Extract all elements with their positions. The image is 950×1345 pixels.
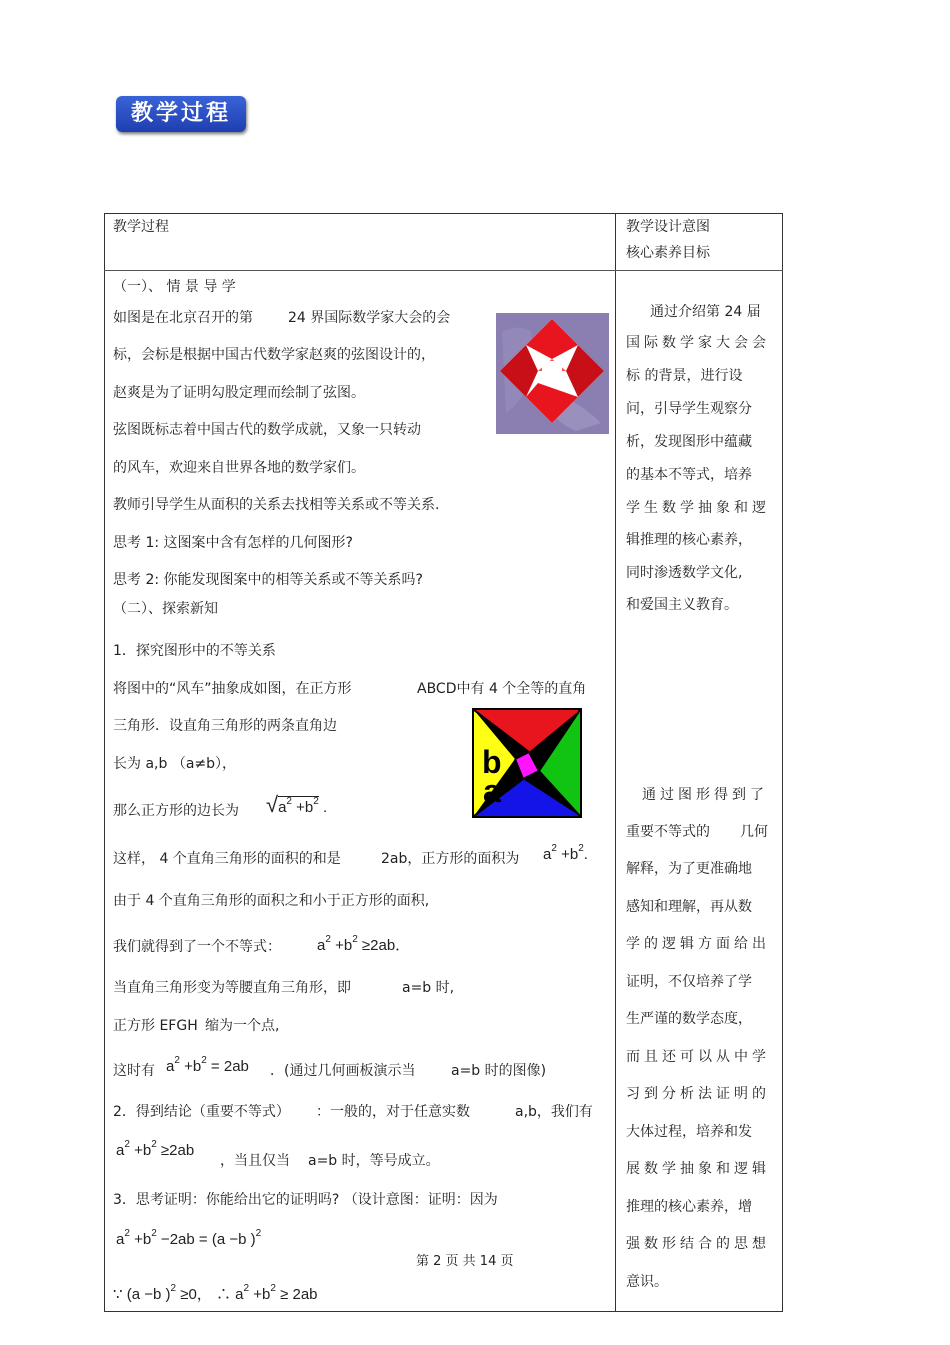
intent-line: 大体过程，培养和发	[626, 1124, 752, 1140]
para-line: 2ab，正方形的面积为	[381, 851, 520, 867]
intent-line: 生严谨的数学态度，	[626, 1011, 752, 1027]
item-1: 1．探究图形中的不等关系	[113, 643, 276, 659]
intent-line: 而且还可以从中学	[626, 1049, 770, 1065]
item-2-cont: ：一般的，对于任意实数	[316, 1104, 470, 1120]
formula-inequality: $a^2 +b^2 \ge 2ab$．	[317, 934, 411, 954]
intent-line: 标 的背景，进行设	[626, 368, 743, 384]
formula-inequality-2: $a^2 +b^2 \ge 2ab$	[116, 1139, 195, 1159]
header-row-divider	[104, 270, 783, 271]
item-2: 2．得到结论（重要不等式）	[113, 1104, 290, 1120]
para-line: ．(通过几何画板演示当	[270, 1063, 416, 1079]
intent-line: 辑推理的核心素养，	[626, 532, 752, 548]
intent-line: 推理的核心素养，增	[626, 1199, 752, 1215]
think-1: 思考 1: 这图案中含有怎样的几何图形?	[113, 535, 353, 551]
para-line: ，当且仅当	[220, 1153, 290, 1169]
para-line: 的风车，欢迎来自世界各地的数学家们。	[113, 460, 365, 476]
column-divider	[615, 213, 616, 1312]
para-line: ABCD中有 4 个全等的直角	[417, 681, 587, 697]
para-line: 教师引导学生从面积的关系去找相等关系或不等关系.	[113, 497, 440, 513]
page-footer: 第 2 页 共 14 页	[416, 1254, 514, 1269]
intent-line: 展数学抽象和逻辑	[626, 1161, 770, 1177]
intent-line: 证明，不仅培养了学	[626, 974, 752, 990]
intent-line: 学的逻辑方面给出	[626, 936, 770, 952]
label-a: a	[483, 773, 501, 809]
think-2: 思考 2: 你能发现图案中的相等关系或不等关系吗?	[113, 572, 423, 588]
intent-line: 国际数学家大会会	[626, 335, 770, 351]
col2-header-1: 教学设计意图	[626, 219, 710, 235]
para-line: a=b 时的图像)	[451, 1063, 547, 1079]
para-line: 当直角三角形变为等腰直角三角形，即	[113, 980, 351, 996]
intent-line: 通过介绍第 24 届	[650, 304, 761, 320]
intent-line: 通过图形得到了	[642, 787, 768, 803]
para-line: a=b 时,	[402, 980, 455, 996]
item-3: 3．思考证明：你能给出它的证明吗? （设计意图：证明：因为	[113, 1192, 498, 1208]
para-line: 这时有	[113, 1063, 155, 1079]
intent-line: 解释，为了更准确地	[626, 861, 752, 877]
para-line: 那么正方形的边长为	[113, 803, 239, 819]
para-line: 我们就得到了一个不等式：	[113, 939, 281, 955]
formula-a2b2: $a^2 +b^2$.	[543, 843, 588, 863]
para-line: a=b 时，等号成立。	[308, 1153, 440, 1169]
para-line: 这样， 4 个直角三角形的面积的和是	[113, 851, 341, 867]
intent-line: 问，引导学生观察分	[626, 401, 752, 417]
para-line: 赵爽是为了证明勾股定理而绘制了弦图。	[113, 385, 365, 401]
intent-line: 习到分析法证明的	[626, 1086, 770, 1102]
intent-line: 和爱国主义教育。	[626, 597, 738, 613]
section-1-title: （一）、 情 景 导 学	[113, 279, 236, 295]
formula-equality: $a^2 +b^2 = 2ab$	[166, 1055, 249, 1075]
intent-line: 的基本不等式，培养	[626, 467, 752, 483]
para-line: 三角形．设直角三角形的两条直角边	[113, 718, 337, 734]
formula-sqrt: $√a^2 +b^2$ .	[266, 792, 328, 817]
intent-line: 几何	[740, 824, 768, 840]
intent-line: 感知和理解，再从数	[626, 899, 752, 915]
para-line: 24 界国际数学家大会的会	[288, 310, 451, 326]
formula-expand: $a^2 +b^2 -2ab = (a -b$ )$^2$	[116, 1228, 262, 1248]
para-line: 缩为一个点,	[205, 1018, 280, 1034]
para-line: 如图是在北京召开的第	[113, 310, 253, 326]
intent-line: 重要不等式的	[626, 824, 710, 840]
pinwheel-square-figure	[471, 707, 583, 819]
congress-logo-image	[496, 313, 609, 434]
section-badge: 教学过程	[116, 96, 246, 132]
para-line: 长为 a,b （a≠b），	[113, 756, 237, 772]
intent-line: 强数形结合的思想	[626, 1236, 770, 1252]
intent-line: 学生数学抽象和逻	[626, 500, 770, 516]
intent-line: 意识。	[626, 1274, 668, 1290]
col1-header: 教学过程	[113, 219, 169, 235]
para-line: 弦图既标志着中国古代的数学成就，又象一只转动	[113, 422, 421, 438]
para-line: 正方形 EFGH	[113, 1018, 198, 1034]
para-line: 将图中的“风车”抽象成如图，在正方形	[113, 681, 352, 697]
col2-header-2: 核心素养目标	[626, 245, 710, 261]
formula-proof: ∵ (a −b )$^2$ ≥0， ∴ $a^2 +b^2 \ge 2ab$	[113, 1283, 318, 1303]
section-2-title: （二）、探索新知	[113, 601, 218, 617]
item-2-cont: a,b，我们有	[515, 1104, 593, 1120]
intent-line: 析，发现图形中蕴藏	[626, 434, 752, 450]
intent-line: 同时渗透数学文化,	[626, 565, 743, 581]
para-line: 由于 4 个直角三角形的面积之和小于正方形的面积,	[113, 893, 430, 909]
label-b: b	[482, 744, 502, 780]
para-line: 标，会标是根据中国古代数学家赵爽的弦图设计的，	[113, 347, 435, 363]
